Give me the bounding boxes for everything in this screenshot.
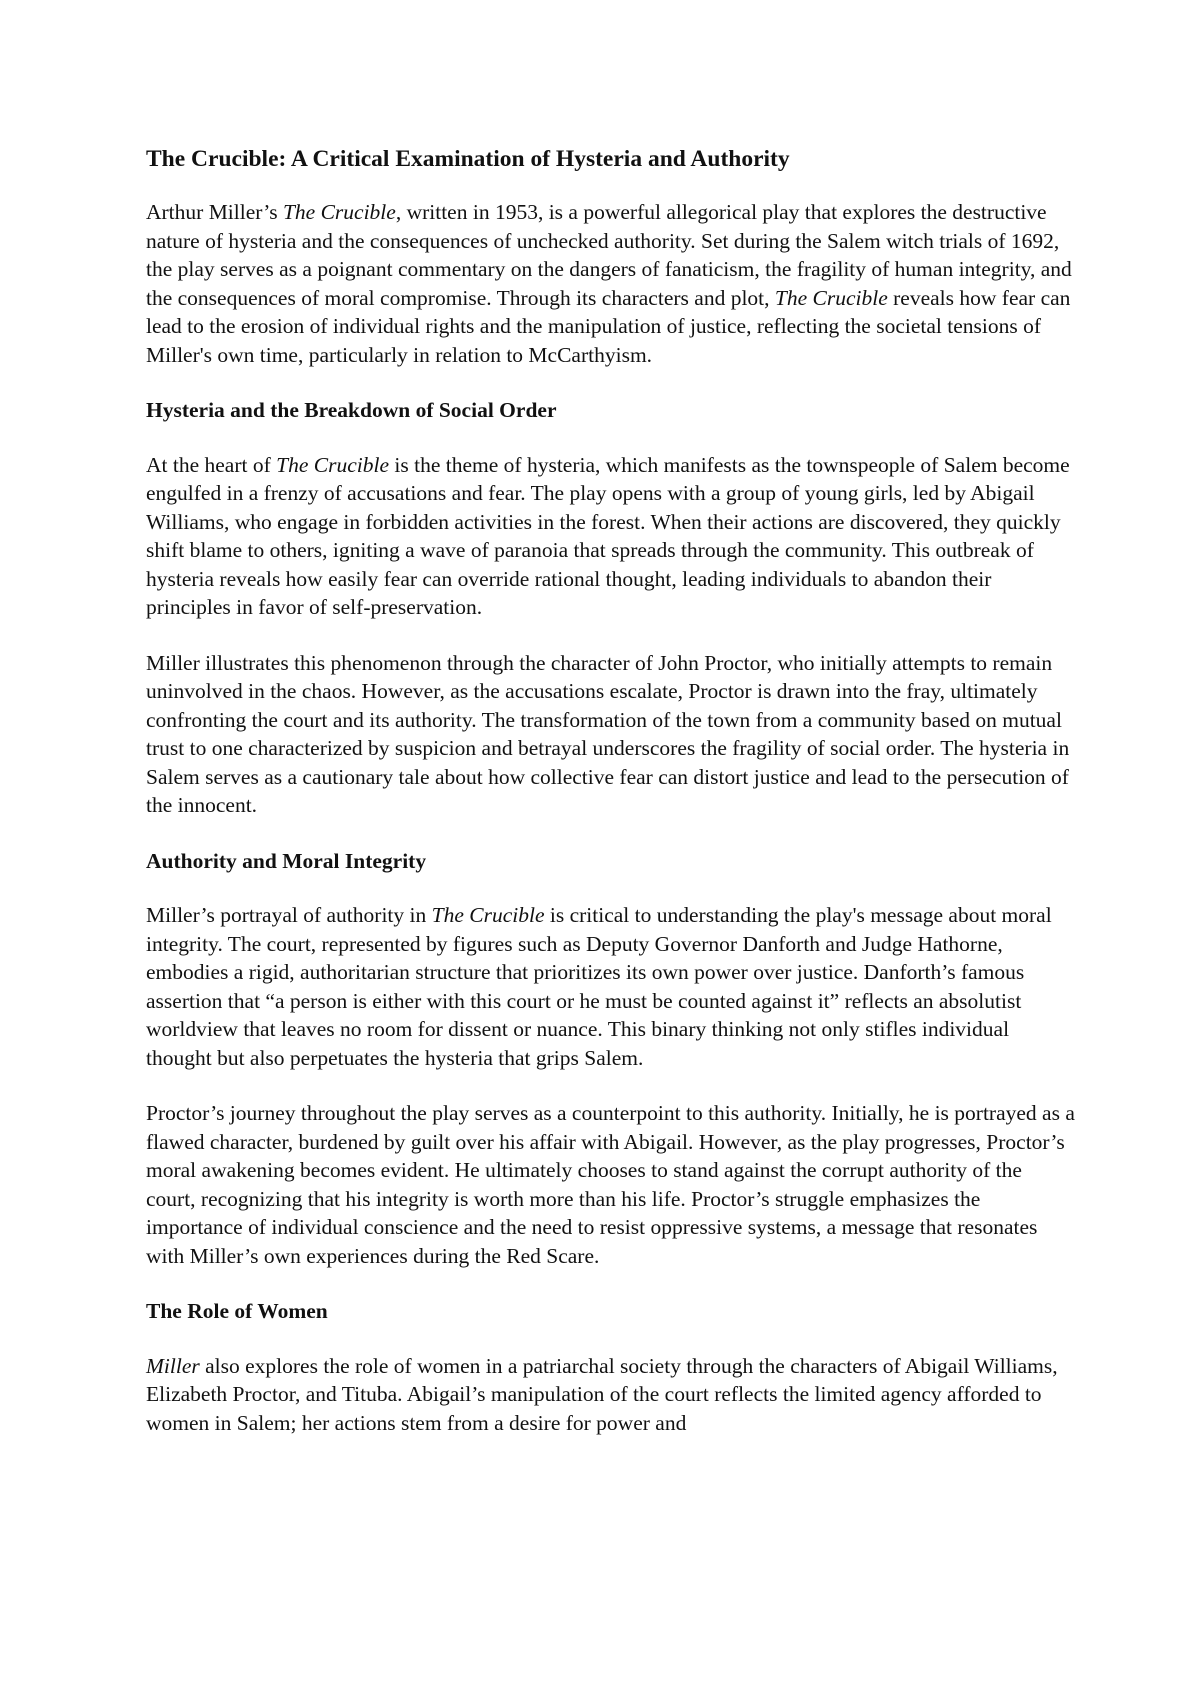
- section1-p1-italic-1: The Crucible: [276, 452, 390, 477]
- section3-p1-text-1: also explores the role of women in a patriarchal society through the characters of Abigail Williams, Elizabeth Proctor, and Tituba. Abigail’s manipulation of the court reflects the limited agency afforded to women in Salem; her actions stem from a desire for power and: [146, 1353, 1058, 1435]
- section3-paragraph-1: [146, 1352, 1076, 1438]
- section3-p1-italic-1: Miller: [146, 1353, 200, 1378]
- section2-paragraph-1: [146, 901, 1076, 1072]
- section-heading-authority: Authority and Moral Integrity: [146, 848, 427, 873]
- document-page: [146, 144, 1076, 1464]
- intro-paragraph: [146, 198, 1076, 369]
- section1-paragraph-1: [146, 451, 1076, 622]
- document-title: The Crucible: A Critical Examination of Hysteria and Authority: [146, 146, 790, 172]
- section1-p1-text-1: At the heart of: [146, 452, 277, 477]
- section-heading-women: The Role of Women: [146, 1299, 328, 1323]
- section2-p1-text-1: Miller’s portrayal of authority in: [146, 903, 432, 927]
- section2-p1-text-2: is critical to understanding the play's message about moral integrity. The court, represented by figures such as Deputy Governor Danforth and Judge Hathorne, embodies a rigid, authoritarian structure that prioritizes its own power over justice. Danforth’s famous assertion that “a person is either with this court or he must be counted against it” reflects an absolutist worldview that leaves no room for dissent or nuance. This binary thinking not only stifles individual thought but also perpetuates the hysteria that grips Salem.: [146, 903, 1052, 1070]
- section-heading-hysteria: Hysteria and the Breakdown of Social Order: [146, 398, 557, 422]
- intro-text-3: reveals how fear can lead to the erosion of individual rights and the manipulation of justice, reflecting the societal tensions of Miller's own time, particularly in relation to McCarthyism.: [146, 285, 1071, 367]
- intro-text-2: , written in 1953, is a powerful allegorical play that explores the destructive nature of hysteria and the consequences of unchecked authority. Set during the Salem witch trials of 1692, the play serves as a poignant commentary on the dangers of fanaticism, the fragility of human integrity, and the consequences of moral compromise. Through its characters and plot,: [146, 200, 1072, 310]
- intro-text-1: Arthur Miller’s: [146, 200, 283, 224]
- section2-paragraph-2: Proctor’s journey throughout the play serves as a counterpoint to this authority. Initially, he is portrayed as a flawed character, burdened by guilt over his affair with Abigail. However, as the play progresses, Proctor’s moral awakening becomes evident. He ultimately chooses to stand against the corrupt authority of the court, recognizing that his integrity is worth more than his life. Proctor’s struggle emphasizes the importance of individual conscience and the need to resist oppressive systems, a message that resonates with Miller’s own experiences during the Red Scare.: [146, 1101, 1075, 1268]
- intro-italic-2: The Crucible: [774, 285, 888, 310]
- section1-paragraph-2: Miller illustrates this phenomenon through the character of John Proctor, who initially attempts to remain uninvolved in the chaos. However, as the accusations escalate, Proctor is drawn into the fray, ultimately confronting the court and its authority. The transformation of the town from a community based on mutual trust to one characterized by suspicion and betrayal underscores the fragility of social order. The hysteria in Salem serves as a cautionary tale about how collective fear can distort justice and lead to the persecution of the innocent.: [146, 650, 1070, 817]
- section1-p1-text-2: is the theme of hysteria, which manifests as the townspeople of Salem become engulfed in a frenzy of accusations and fear. The play opens with a group of young girls, led by Abigail Williams, who engage in forbidden activities in the forest. When their actions are discovered, they quickly shift blame to others, igniting a wave of paranoia that spreads through the community. This outbreak of hysteria reveals how easily fear can override rational thought, leading individuals to abandon their principles in favor of self-preservation.: [146, 452, 1070, 619]
- intro-italic-1: The Crucible: [282, 200, 396, 224]
- section2-p1-italic-1: The Crucible: [431, 903, 545, 927]
